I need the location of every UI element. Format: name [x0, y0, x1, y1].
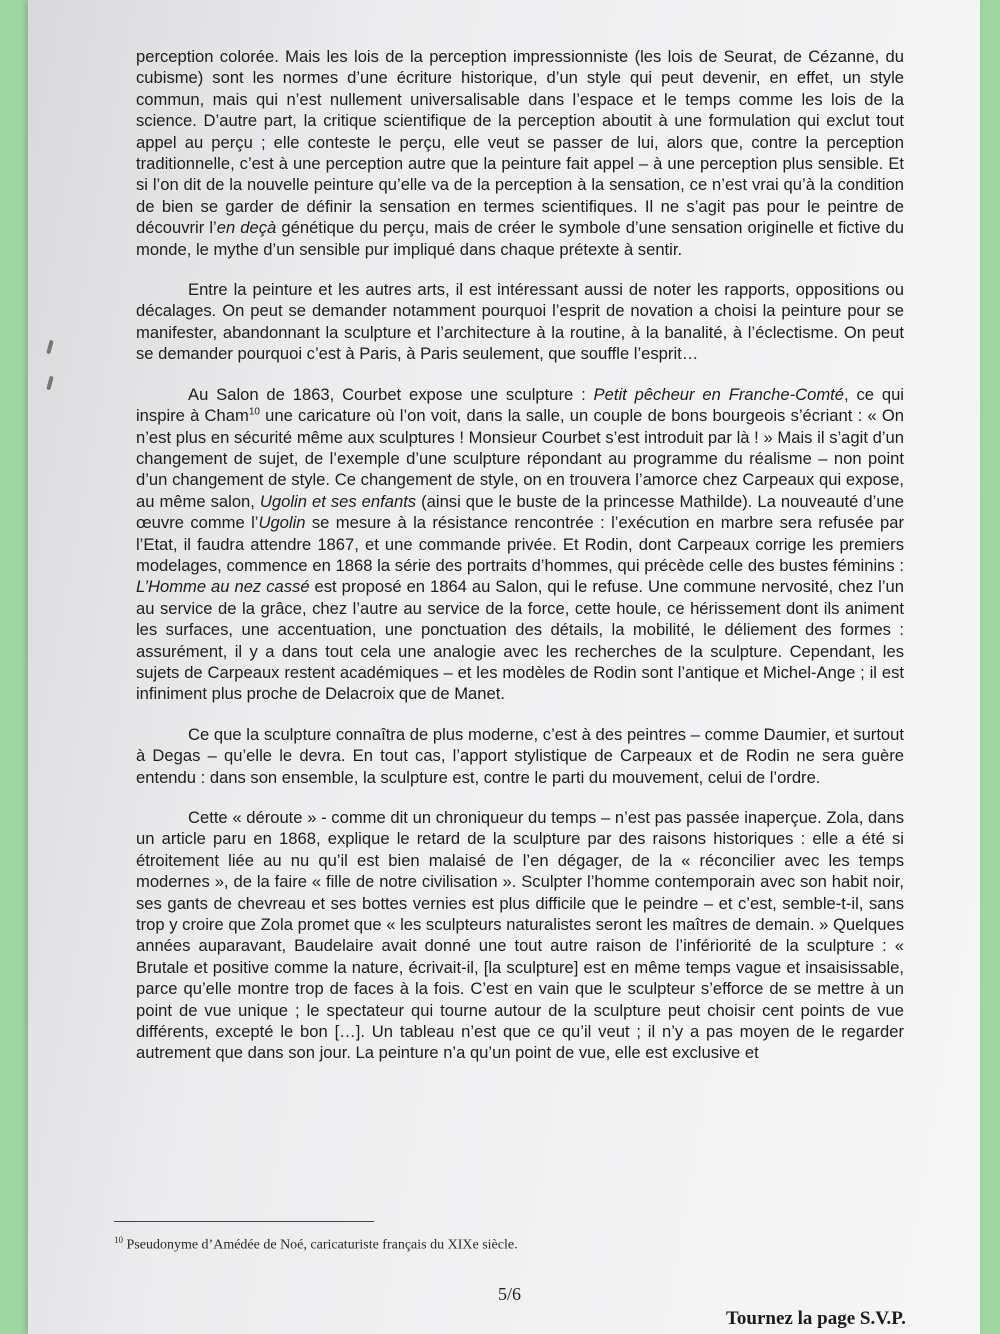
binding-mark — [46, 340, 53, 355]
footnote-text: Pseudonyme d’Amédée de Noé, caricaturiste français du XIXe siècle. — [123, 1237, 518, 1253]
italic-title: Ugolin et ses enfants — [259, 491, 417, 511]
paragraph-p2 — [136, 279, 904, 365]
text-segment: Ce que la sculpture connaîtra de plus moderne, c’est à des peintres – comme Daumier, et surtout à Degas – qu’elle le devra. En tout cas, l’apport stylistique de Carpeaux et de Rodin ne sera guère entendu : dans son ensemble, la sculpture est, contre le parti du mouvement, celui de l’ordre. — [136, 724, 904, 787]
text-segment: une caricature où l’on voit, dans la salle, un couple de bons bourgeois s’écriant : « On n’est plus en sécurité même aux sculptures ! Monsieur Courbet s’est introduit par là ! » Mais il s’agit d’un changement de sujet, de l’exemple d’une sculpture répondant au programme du réalisme – non point d’un changement de style. Ce changement de style, on en trouvera l’amorce chez Carpeaux qui expose, au même salon, — [136, 406, 904, 511]
italic-title: en deçà — [216, 218, 277, 238]
text-segment: Cette « déroute » - comme dit un chroniqueur du temps – n’est pas passée inaperçue. Zola, dans un article paru en 1868, explique le retard de la sculpture par des raisons historiques : elle a été si étroitement liée au nu qu’il est bien malaisé de l’en dégager, de la « réconcilier avec les temps modernes », de la faire « fille de notre civilisation ». Sculpter l’homme contemporain avec son habit noir, ses gants de chevreau et ses bottes vernies est plus difficile que le peindre – et c’est, semble-t-il, sans trop y croire que Zola promet que « les sculpteurs naturalistes seront les maîtres de demain. » Quelques années auparavant, Baudelaire avait donné une tout autre raison de l’infériorité de la sculpture : « Brutale et positive comme la nature, écrivait-il, [la sculpture] est en même temps vague et insaisissable, parce qu’elle montre trop de faces à la fois. C’est en vain que le sculpteur s’efforce de se mettre à un point de vue unique ; le spectateur qui tourne autour de la sculpture peut choisir cent points de vue différents, excepté le bon […]. Un tableau n’est que ce qu’il veut ; il n’y a pas moyen de le regarder autrement que dans son jour. La peinture n’a qu’un point de vue, elle est exclusive et — [136, 808, 904, 1063]
footnote-number: 10 — [114, 1235, 123, 1245]
text-segment: perception colorée. Mais les lois de la perception impressionniste (les lois de Seurat, de Cézanne, du cubisme) sont les normes d’une écriture historique, d’un style qui peut devenir, en effet, un style commun, mais qui n’est nullement universalisable dans l’espace et le temps comme les lois de la science. D’autre part, la critique scientifique de la perception aboutit à une formulation qui exclut tout appel au perçu ; elle conteste le perçu, elle veut se passer de lui, alors que, contre la perception traditionnelle, c’est à une perception autre que la peinture fait appel – à une perception plus sensible. Et si l’on dit de la nouvelle peinture qu’elle va de la perception à la sensation, ce n’est vrai qu’à la condition de bien se garder de définir la sensation en termes scientifiques. Il ne s’agit pas pour le peintre de découvrir l’ — [136, 47, 904, 238]
paragraph-p4 — [136, 724, 904, 788]
text-segment: Au Salon de 1863, Courbet expose une sculpture : — [188, 384, 594, 404]
italic-title: L’Homme au nez cassé — [136, 577, 310, 597]
text-segment: , ce qui inspire à Cham — [136, 384, 904, 426]
footnote — [114, 1235, 814, 1254]
text-segment: se mesure à la résistance rencontrée : l’exécution en marbre sera refusée par l’Etat, il faudra attendre 1867, et une commande privée. Et Rodin, dont Carpeaux corrige les premiers modelages, commence en 1868 la série des portraits d’hommes, qui précède celle des bustes féminins : — [136, 513, 904, 575]
document-page — [28, 0, 980, 1334]
text-segment: est proposé en 1864 au Salon, qui le refuse. Une commune nervosité, chez l’un au service de la grâce, chez l’autre au service de la force, cette houle, ce hérissement dont ils animent les surfaces, une accentuation, une ponctuation des détails, la mobilité, le déliement des formes : assurément, il y a dans tout cela une analogie avec les recherches de la sculpture. Cependant, les sujets de Carpeaux restent académiques – et les modèles de Rodin sont l’antique et Michel-Ange ; il est infiniment plus proche de Delacroix que de Manet. — [136, 577, 905, 704]
paragraph-p1 — [136, 46, 904, 260]
footnote-divider — [114, 1221, 374, 1222]
body-text — [136, 46, 904, 1083]
turn-page-note: Tournez la page S.V.P. — [726, 1308, 906, 1329]
text-segment: (ainsi que le buste de la princesse Mathilde). La nouveauté d’une œuvre comme l’ — [136, 491, 905, 533]
binding-marks — [48, 340, 58, 400]
footnote-reference: 10 — [248, 406, 260, 418]
text-segment: génétique du perçu, mais de créer le symbole d’une sensation originelle et fictive du monde, le mythe d’un sensible pur impliqué dans chaque prétexte à sentir. — [136, 218, 904, 259]
italic-title: Ugolin — [258, 513, 306, 533]
italic-title: Petit pêcheur en Franche-Comté — [593, 384, 844, 404]
paragraph-p5 — [136, 807, 904, 1064]
paragraph-p3 — [136, 384, 904, 705]
text-segment: Entre la peinture et les autres arts, il est intéressant aussi de noter les rapports, oppositions ou décalages. On peut se demander notamment pourquoi l’esprit de novation a choisi la peinture pour se manifester, abandonnant la sculpture et l’architecture à la routine, à la banalité, à l’éclectisme. On peut se demander pourquoi c’est à Paris, à Paris seulement, que souffle l’esprit… — [136, 280, 904, 364]
binding-mark — [46, 376, 53, 391]
page-number: 5/6 — [498, 1284, 522, 1304]
